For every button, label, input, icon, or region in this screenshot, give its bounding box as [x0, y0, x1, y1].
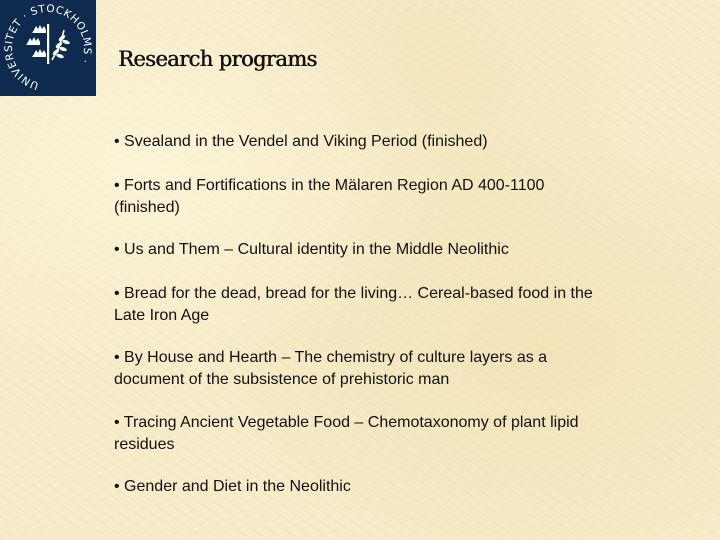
three-crowns-icon: [26, 25, 46, 57]
list-item: • Tracing Ancient Vegetable Food – Chemotaxonomy of plant lipid residues: [114, 414, 579, 453]
list-item: • Gender and Diet in the Neolithic: [114, 478, 351, 495]
list-item: • Forts and Fortifications in the Mälaren Region AD 400-1100 (finished): [114, 177, 545, 216]
slide-title: Research programs: [118, 47, 317, 71]
university-seal-icon: [0, 0, 96, 96]
list-item: • By House and Hearth – The chemistry of culture layers as a document of the subsistence of prehistoric man: [114, 349, 548, 388]
list-item: • Bread for the dead, bread for the living… Cereal-based food in the Late Iron Age: [114, 285, 593, 324]
university-logo: [0, 0, 96, 96]
seal-ring-text: UNIVERSITET · STOCKHOLMS ·: [2, 2, 94, 92]
list-item: • Svealand in the Vendel and Viking Period (finished): [114, 133, 488, 150]
list-item: • Us and Them – Cultural identity in the Middle Neolithic: [114, 241, 509, 258]
